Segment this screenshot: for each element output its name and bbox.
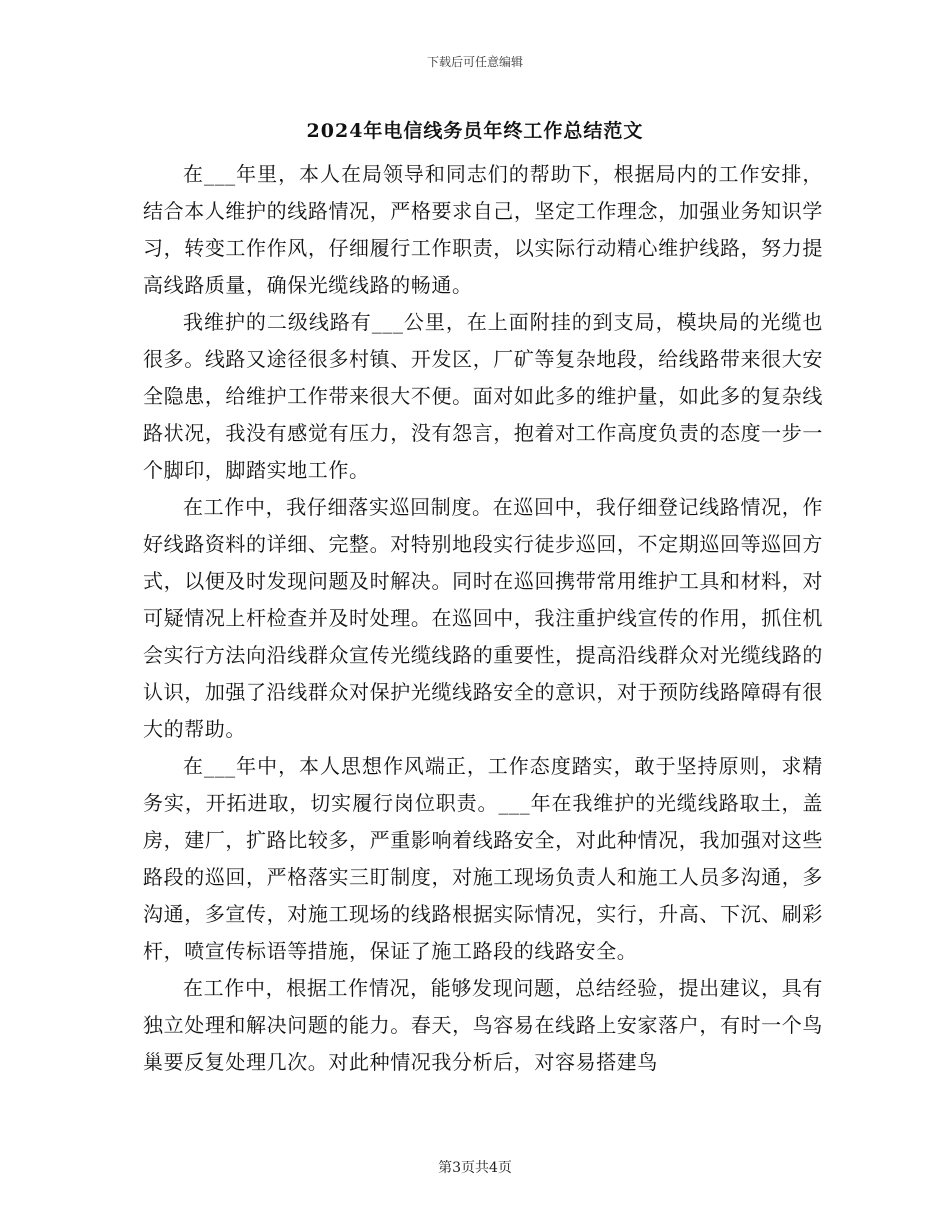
paragraph-2: 我维护的二级线路有___公里，在上面附挂的到支局，模块局的光缆也很多。线路又途径很多村镇、开发区，厂矿等复杂地段，给线路带来很大安全隐患，给维护工作带来很大不便。面对如此多的维护量，如此多的复杂线路状况，我没有感觉有压力，没有怨言，抱着对工作高度负责的态度一步一个脚印，脚踏实地工作。 [143, 310, 823, 482]
page-number: 第3页共4页 [438, 1160, 512, 1176]
document-body [143, 156, 823, 1081]
header-note: 下载后可任意编辑 [426, 55, 523, 69]
paragraph-4: 在___年中，本人思想作风端正，工作态度踏实，敢于坚持原则，求精务实，开拓进取，切实履行岗位职责。___年在我维护的光缆线路取土，盖房，建厂，扩路比较多，严重影响着线路安全，对此种情况，我加强对这些路段的巡回，严格落实三盯制度，对施工现场负责人和施工人员多沟通，多沟通，多宣传，对施工现场的线路根据实际情况，实行，升高、下沉、刷彩杆，喷宣传标语等措施，保证了施工路段的线路安全。 [143, 754, 823, 963]
paragraph-1: 在___年里，本人在局领导和同志们的帮助下，根据局内的工作安排，结合本人维护的线路情况，严格要求自己，坚定工作理念，加强业务知识学习，转变工作作风，仔细履行工作职责，以实际行动精心维护线路，努力提高线路质量，确保光缆线路的畅通。 [143, 162, 823, 297]
document-title: 2024年电信线务员年终工作总结范文 [306, 120, 644, 142]
paragraph-5: 在工作中，根据工作情况，能够发现问题，总结经验，提出建议，具有独立处理和解决问题的能力。春天，鸟容易在线路上安家落户，有时一个鸟巢要反复处理几次。对此种情况我分析后，对容易搭建鸟 [143, 976, 823, 1074]
paragraph-3: 在工作中，我仔细落实巡回制度。在巡回中，我仔细登记线路情况，作好线路资料的详细、完整。对特别地段实行徒步巡回，不定期巡回等巡回方式，以便及时发现问题及时解决。同时在巡回携带常用维护工具和材料，对可疑情况上杆检查并及时处理。在巡回中，我注重护线宣传的作用，抓住机会实行方法向沿线群众宣传光缆线路的重要性，提高沿线群众对光缆线路的认识，加强了沿线群众对保护光缆线路安全的意识，对于预防线路障碍有很大的帮助。 [143, 495, 823, 741]
